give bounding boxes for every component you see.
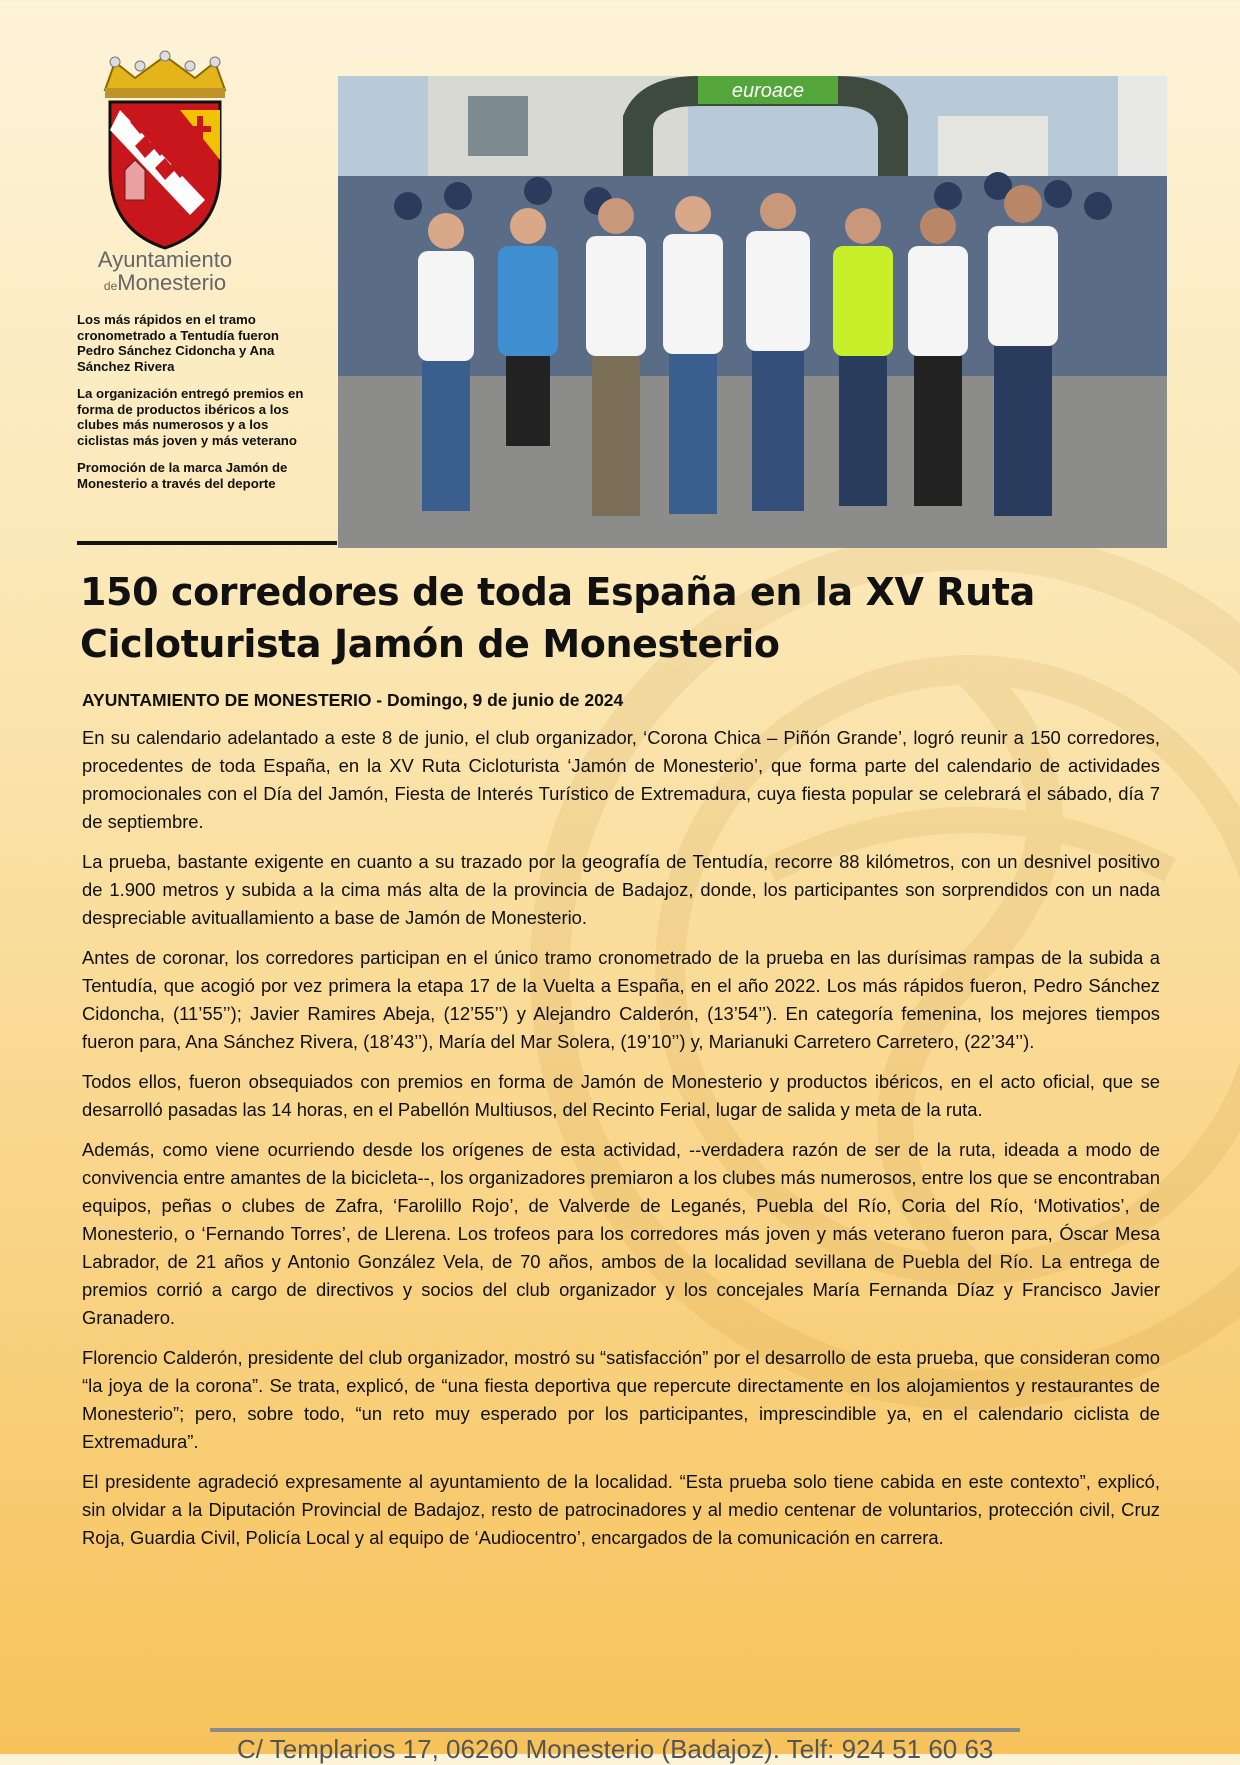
logo-line-1: Ayuntamiento xyxy=(97,247,233,272)
logo-line-2-prefix: de xyxy=(103,279,118,293)
article-paragraph: Florencio Calderón, presidente del club organizador, mostró su “satisfacción” por el desarrollo de esta prueba, que consideran como “la joya de la corona”. Se trata, explicó, de “una fiesta deportiva que repercute directamente en los alojamientos y restaurantes de Monesterio”; pero, sobre todo, “un reto muy esperado por los participantes, imprescindible ya, en el calendario ciclista de Extremadura”. xyxy=(82,1347,1160,1452)
footer-address: C/ Templarios 17, 06260 Monesterio (Badajoz). Telf: 924 51 60 63 xyxy=(237,1734,994,1764)
footer-rule xyxy=(210,1728,1020,1732)
article-paragraph: Antes de coronar, los corredores participan en el único tramo cronometrado de la prueba en las durísimas rampas de la subida a Tentudía, que acogió por vez primera la etapa 17 de la Vuelta a España, en el año 2022. Los más rápidos fueron, Pedro Sánchez Cidoncha, (11’55’’); Javier Ramires Abeja, (12’55’’) y Alejandro Calderón, (13’54’’). En categoría femenina, los mejores tiempos fueron para, Ana Sánchez Rivera, (18’43’’), María del Mar Solera, (19’10’’) y, Marianuki Carretero Carretero, (22’34’’). xyxy=(82,947,1160,1052)
article-paragraph: El presidente agradeció expresamente al ayuntamiento de la localidad. “Esta prueba solo tiene cabida en este contexto”, explicó, sin olvidar a la Diputación Provincial de Badajoz, resto de patrocinadores y al medio centenar de voluntarios, protección civil, Cruz Roja, Guardia Civil, Policía Local y al equipo de ‘Audiocentro’, encargados de la comunicación en carrera. xyxy=(82,1471,1160,1548)
highlight-item: Promoción de la marca Jamón de Monesterio a través del deporte xyxy=(77,460,288,491)
article-headline: 150 corredores de toda España en la XV Ruta Cicloturista Jamón de Monesterio xyxy=(80,570,1035,666)
highlights-column xyxy=(77,312,317,503)
highlights-rule xyxy=(77,541,337,545)
article-paragraph: Además, como viene ocurriendo desde los orígenes de esta actividad, --verdadera razón de ser de la ruta, ideada a modo de convivencia entre amantes de la bicicleta--, los organizadores premiaron a los clubes más numerosos, entre los que se encontraban equipos, peñas o clubes de Zafra, ‘Farolillo Rojo’, de Valverde de Leganés, Puebla del Río, Coria del Río, ‘Motivatios’, de Monesterio, o ‘Fernando Torres’, de Llerena. Los trofeos para los corredores más joven y más veterano fueron para, Óscar Mesa Labrador, de 21 años y Antonio González Vela, de 70 años, ambos de la localidad sevillana de Puebla del Río. La entrega de premios corrió a cargo de directivos y socios del club organizador y los concejales María Fernanda Díaz y Francisco Javier Granadero. xyxy=(82,1139,1160,1328)
article-byline: AYUNTAMIENTO DE MONESTERIO - Domingo, 9 de junio de 2024 xyxy=(82,690,624,710)
coat-of-arms-icon xyxy=(85,50,245,250)
highlight-item: La organización entregó premios en forma de productos ibéricos a los clubes más numerosos y a los ciclistas más joven y más veterano xyxy=(77,386,304,448)
arch-sign: euroace xyxy=(731,80,805,102)
highlight-item: Los más rápidos en el tramo cronometrado a Tentudía fueron Pedro Sánchez Cidoncha y Ana Sánchez Rivera xyxy=(77,312,279,374)
municipal-logo xyxy=(85,50,245,300)
article-paragraph: Todos ellos, fueron obsequiados con premios en forma de Jamón de Monesterio y productos ibéricos, en el acto oficial, que se desarrolló pasadas las 14 horas, en el Pabellón Multiusos, del Recinto Ferial, lugar de salida y meta de la ruta. xyxy=(82,1071,1160,1120)
logo-line-2: Monesterio xyxy=(117,270,227,295)
article-body xyxy=(82,724,1160,1564)
article-paragraph: La prueba, bastante exigente en cuanto a su trazado por la geografía de Tentudía, recorre 88 kilómetros, con un desnivel positivo de 1.900 metros y subida a la cima más alta de la provincia de Badajoz, donde, los participantes son sorprendidos con un nada despreciable avituallamiento a base de Jamón de Monesterio. xyxy=(82,851,1160,928)
event-photo xyxy=(338,76,1167,548)
article-paragraph: En su calendario adelantado a este 8 de junio, el club organizador, ‘Corona Chica – Piñón Grande’, logró reunir a 150 corredores, procedentes de toda España, en la XV Ruta Cicloturista ‘Jamón de Monesterio’, que forma parte del calendario de actividades promocionales con el Día del Jamón, Fiesta de Interés Turístico de Extremadura, cuya fiesta popular se celebrará el sábado, día 7 de septiembre. xyxy=(82,727,1160,832)
